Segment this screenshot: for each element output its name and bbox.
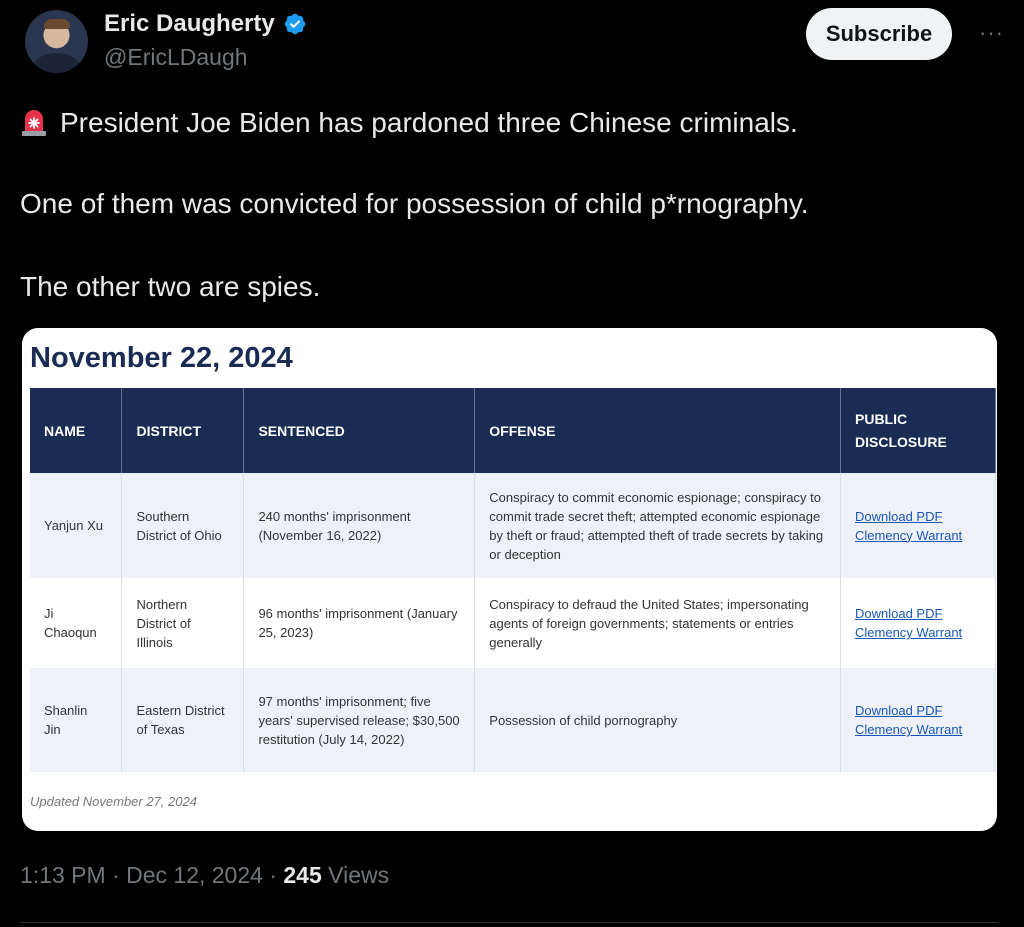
download-pdf-link[interactable]: Download PDF: [855, 606, 943, 621]
clemency-warrant-link[interactable]: Clemency Warrant: [855, 625, 963, 640]
card-date-heading: November 22, 2024: [30, 342, 293, 374]
meta-separator: ·: [269, 862, 277, 888]
column-header-district: DISTRICT: [122, 388, 244, 473]
table-row: [30, 578, 996, 668]
author-handle[interactable]: @EricLDaugh: [104, 44, 248, 70]
avatar[interactable]: [25, 10, 88, 73]
post-date[interactable]: Dec 12, 2024: [126, 862, 263, 888]
post-line-2: One of them was convicted for possession of child p*rnography.: [20, 188, 809, 219]
post-line-3: The other two are spies.: [20, 271, 321, 302]
views-count: 245: [283, 862, 322, 888]
table-row: [30, 473, 996, 578]
embedded-image-card[interactable]: [22, 328, 997, 831]
column-header-name: NAME: [30, 388, 122, 473]
more-options-icon[interactable]: ···: [979, 20, 1004, 45]
subscribe-button[interactable]: Subscribe: [806, 8, 952, 60]
cell-disclosure: [841, 473, 996, 578]
column-header-sentenced: SENTENCED: [244, 388, 475, 473]
download-pdf-link[interactable]: Download PDF: [855, 508, 943, 524]
cell-sentenced: 97 months' imprisonment; five years' supervised release; $30,500 restitution (July 14, 2022): [244, 668, 475, 772]
clemency-warrant-link[interactable]: Clemency Warrant: [855, 722, 963, 737]
cell-disclosure: [841, 668, 996, 772]
cell-district: Eastern District of Texas: [122, 668, 244, 772]
divider: [20, 922, 998, 923]
table-row: [30, 668, 996, 772]
verified-badge-icon[interactable]: [283, 12, 307, 36]
pardons-table: [30, 388, 996, 772]
views-label: Views: [328, 862, 390, 888]
post-meta: [20, 862, 389, 889]
cell-district: Southern District of Ohio: [122, 473, 244, 578]
post-line-1-text: President Joe Biden has pardoned three Chinese criminals.: [60, 107, 798, 138]
card-updated-note: Updated November 27, 2024: [30, 794, 197, 809]
cell-name: Shanlin Jin: [30, 668, 122, 772]
download-pdf-link[interactable]: Download PDF: [855, 703, 943, 718]
cell-sentenced: 96 months' imprisonment (January 25, 2023): [244, 578, 475, 668]
cell-sentenced: 240 months' imprisonment (November 16, 2022): [244, 473, 475, 578]
cell-name: Yanjun Xu: [30, 473, 122, 578]
cell-name: Ji Chaoqun: [30, 578, 122, 668]
author-name-row: [104, 10, 307, 38]
meta-separator: ·: [112, 862, 120, 888]
post-header: [20, 8, 1004, 88]
post-time[interactable]: 1:13 PM: [20, 862, 106, 888]
cell-offense: Possession of child pornography: [475, 668, 841, 772]
cell-offense: Conspiracy to commit economic espionage; conspiracy to commit trade secret theft; attempted economic espionage by theft or fraud; attempted theft of trade secrets by taking or deception: [475, 473, 841, 578]
column-header-public-disclosure: PUBLIC DISCLOSURE: [841, 388, 996, 473]
table-header-row: [30, 388, 996, 473]
column-header-offense: OFFENSE: [475, 388, 841, 473]
post-line-1: [20, 106, 798, 140]
author-display-name[interactable]: Eric Daugherty: [104, 10, 275, 37]
cell-disclosure: [841, 578, 996, 668]
cell-district: Northern District of Illinois: [122, 578, 244, 668]
rotating-light-icon: [20, 109, 48, 137]
cell-offense: Conspiracy to defraud the United States; impersonating agents of foreign governments; statements or entries generally: [475, 578, 841, 668]
clemency-warrant-link[interactable]: Clemency Warrant: [855, 527, 963, 543]
